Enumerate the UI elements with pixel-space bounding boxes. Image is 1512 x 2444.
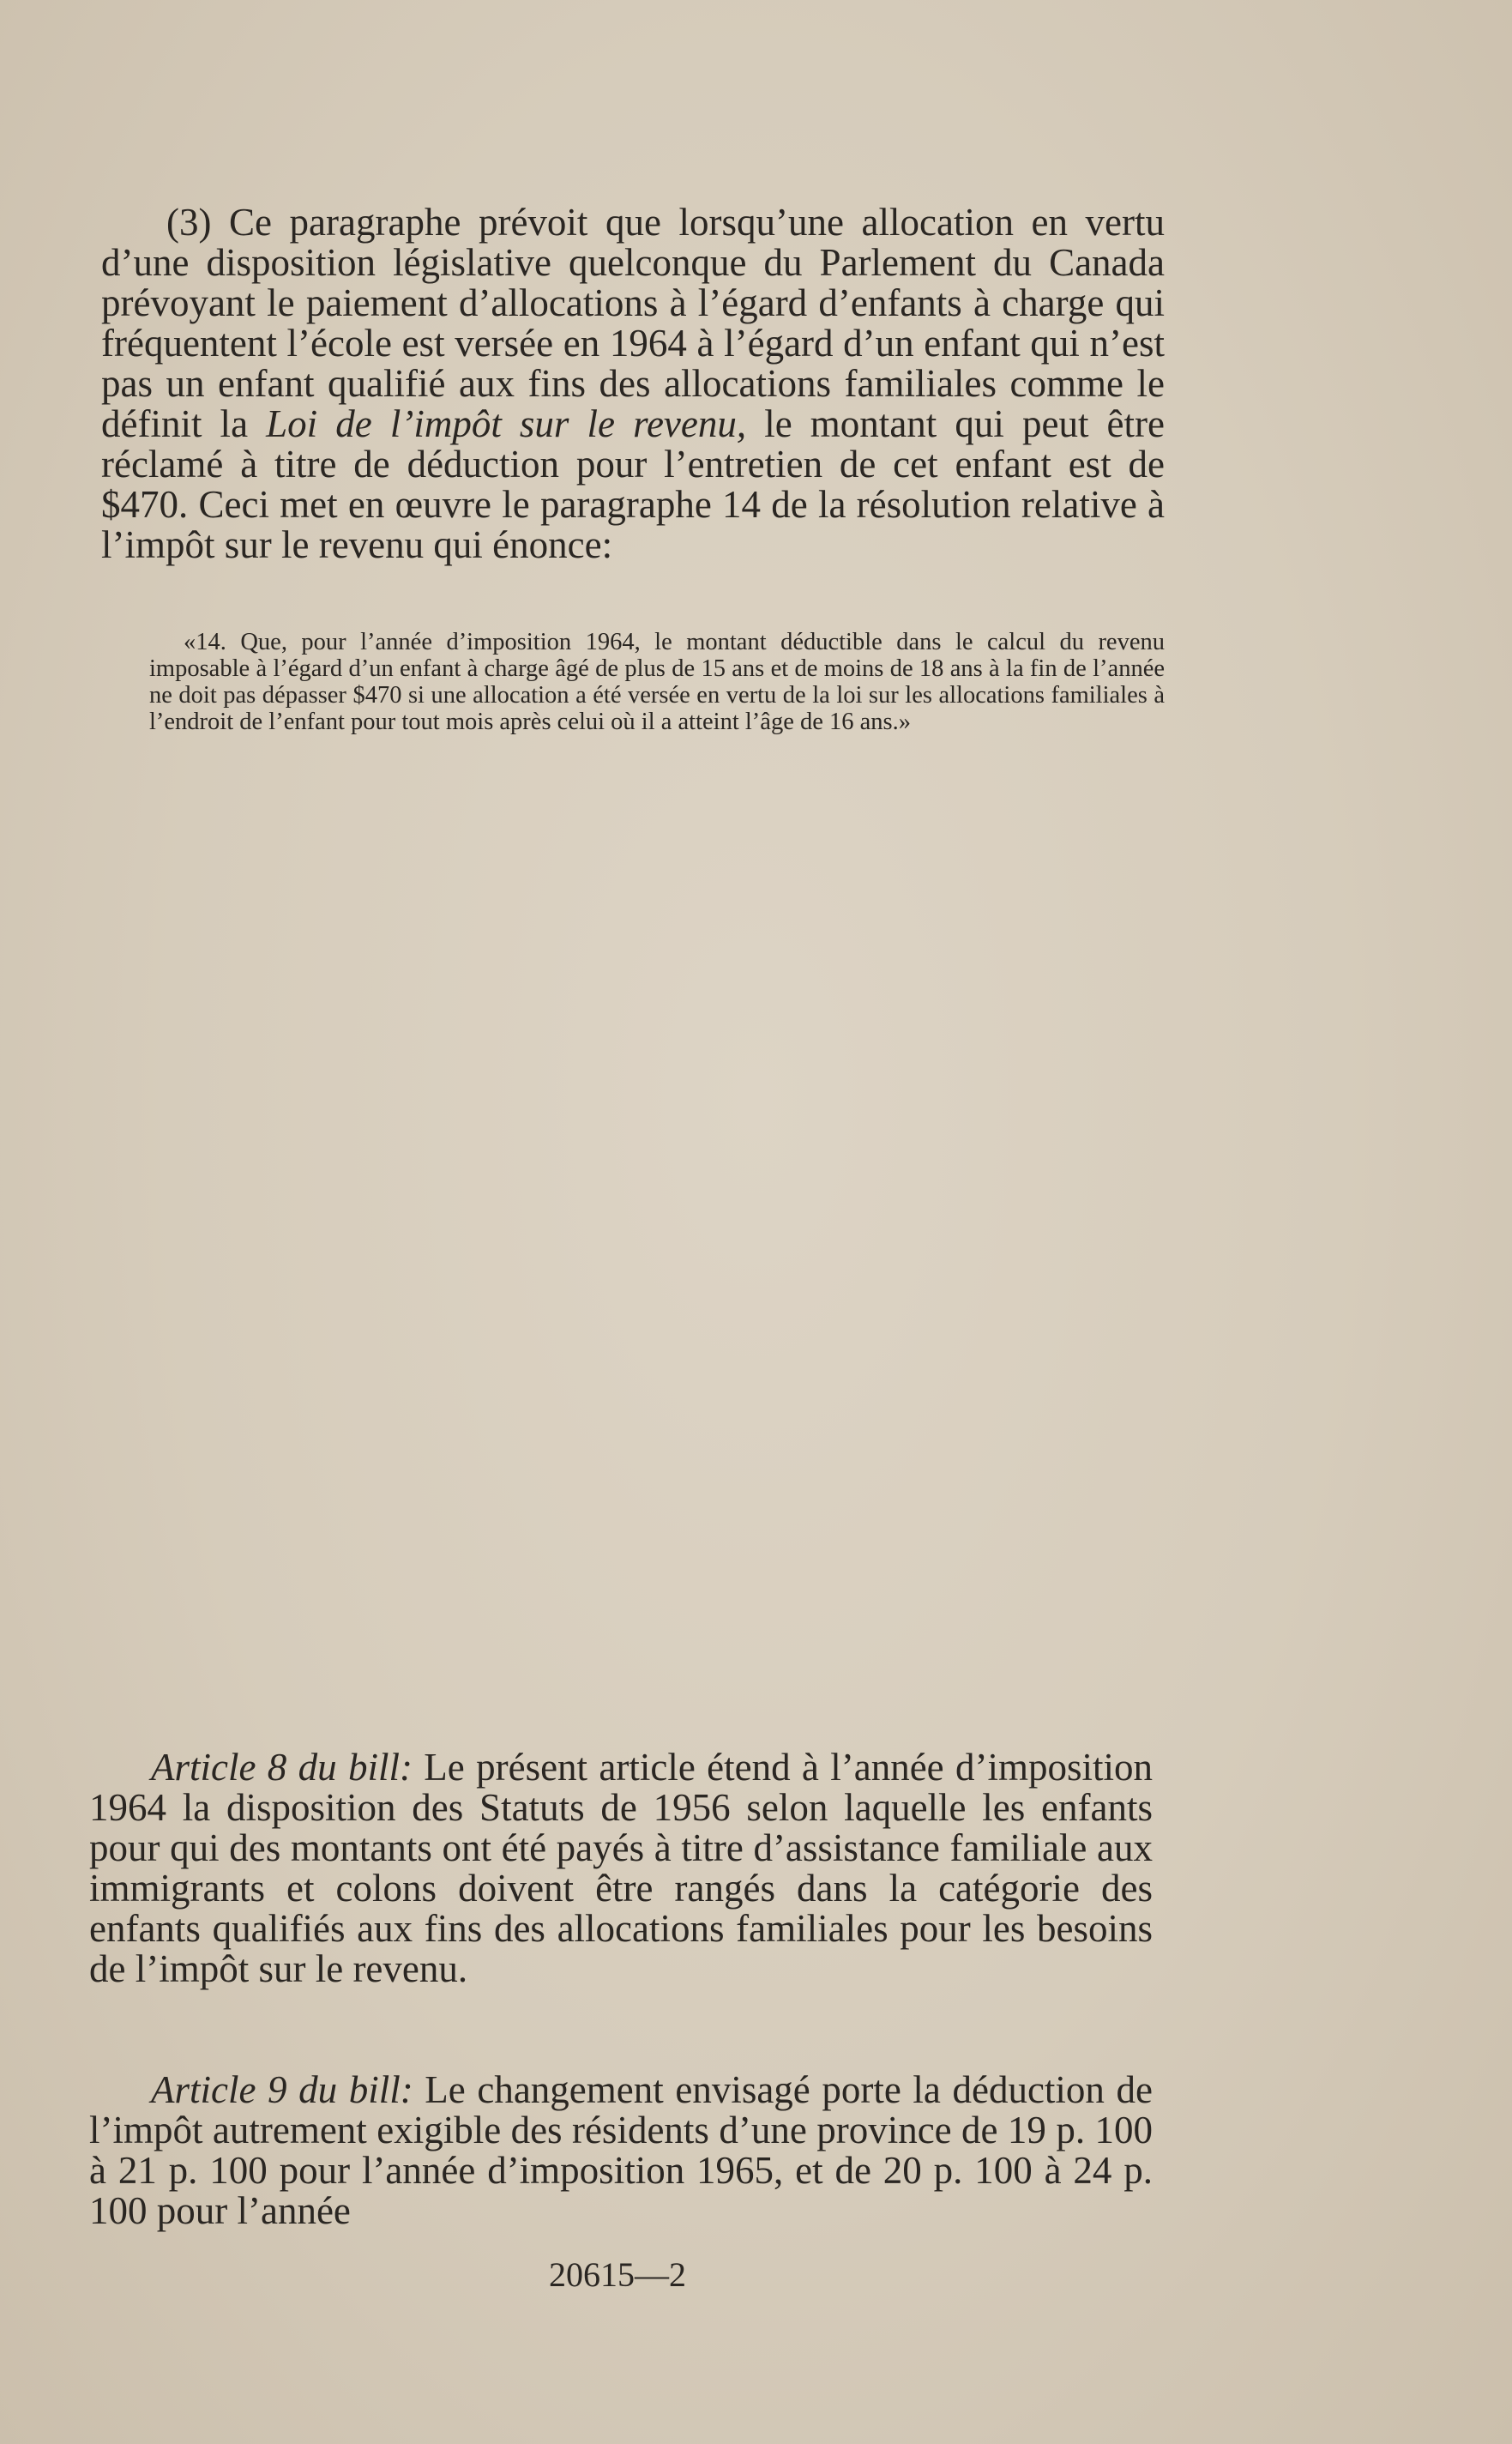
- paragraph-3: [101, 202, 1165, 565]
- article-9-heading: Article 9 du bill:: [151, 2068, 413, 2111]
- resolution-quotation: «14. Que, pour l’année d’imposition 1964, le montant déductible dans le calcul du revenu imposable à l’égard d’un enfant à charge âgé de plus de 15 ans et de moins de 18 ans à la fin de l’année ne doit pas dépasser $470 si une allocation a été versée en vertu de la loi sur les allocations familiales à l’endroit de l’enfant pour tout mois après celui où il a atteint l’âge de 16 ans.»: [149, 629, 1165, 735]
- article-8-text: Le présent article étend à l’année d’imposition 1964 la disposition des Statuts de 1956 selon laquelle les enfants pour qui des montants ont été payés à titre d’assistance familiale aux immigrants et colons doivent être rangés dans la catégorie des enfants qualifiés aux fins des allocations familiales pour les besoins de l’impôt sur le revenu.: [89, 1746, 1153, 1990]
- law-title: Loi de l’impôt sur le revenu,: [266, 402, 747, 445]
- page-folio: 20615—2: [549, 2255, 686, 2294]
- article-9-text: Le changement envisagé porte la déduction de l’impôt autrement exigible des résidents d’une province de 19 p. 100 à 21 p. 100 pour l’année d’imposition 1965, et de 20 p. 100 à 24 p. 100 pour l’année: [89, 2068, 1153, 2232]
- paragraph-3-rest: le montant qui peut être réclamé à titre de déduction pour l’entretien de cet enfant est de $470. Ceci met en œuvre le paragraphe 14 de la résolution relative à l’impôt sur le revenu qui énonce:: [101, 402, 1165, 566]
- article-9-paragraph: [89, 2070, 1153, 2231]
- paragraph-3-lead: (3) Ce paragraphe prévoit que lorsqu’une allocation en vertu d’une disposition législative quelconque du Parlement du Canada prévoyant le paiement d’allocations à l’égard d’enfants à charge qui fréquentent l’école est versée en 1964 à l’égard d’un enfant qui n’est pas un enfant qualifié aux fins des allocations familiales comme le définit la: [101, 201, 1165, 445]
- article-8-heading: Article 8 du bill:: [151, 1746, 413, 1789]
- article-8-paragraph: [89, 1747, 1153, 1989]
